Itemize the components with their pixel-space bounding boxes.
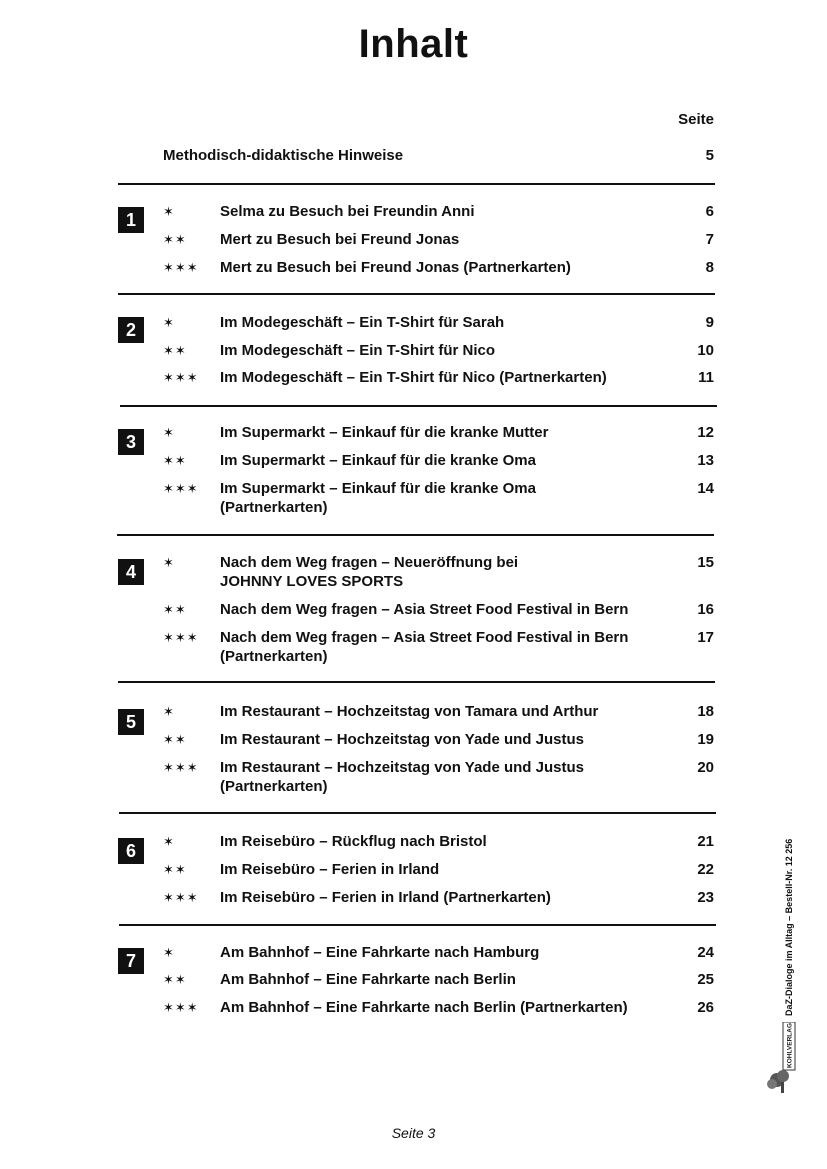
toc-entry-title bbox=[220, 628, 665, 666]
toc-entry-title: Selma zu Besuch bei Freundin Anni bbox=[220, 203, 475, 220]
toc-entry-page: 16 bbox=[697, 601, 714, 618]
toc-entry-title-line: (Partnerkarten) bbox=[220, 778, 328, 795]
section-number-2: 2 bbox=[118, 317, 144, 343]
toc-entry-title: Im Modegeschäft – Ein T-Shirt für Nico (Partnerkarten) bbox=[220, 369, 607, 386]
difficulty-stars: ✶✶✶ bbox=[163, 260, 199, 275]
difficulty-stars: ✶✶ bbox=[163, 343, 187, 358]
section-number-5: 5 bbox=[118, 709, 144, 735]
section-divider bbox=[120, 405, 717, 407]
difficulty-stars: ✶✶✶ bbox=[163, 890, 199, 905]
difficulty-stars: ✶ bbox=[163, 425, 175, 440]
publisher-logo bbox=[767, 1022, 801, 1094]
toc-entry-title-line: Im Restaurant – Hochzeitstag von Yade und Justus bbox=[220, 759, 584, 776]
difficulty-stars: ✶✶ bbox=[163, 453, 187, 468]
section-divider bbox=[118, 183, 715, 185]
toc-entry-title-line: JOHNNY LOVES SPORTS bbox=[220, 573, 404, 590]
toc-entry-title bbox=[220, 553, 665, 591]
toc-entry-page: 7 bbox=[705, 231, 714, 248]
toc-entry-page: 15 bbox=[697, 554, 714, 571]
toc-entry-page: 8 bbox=[705, 259, 714, 276]
difficulty-stars: ✶ bbox=[163, 315, 175, 330]
page-column-heading: Seite bbox=[678, 111, 714, 128]
difficulty-stars: ✶✶ bbox=[163, 232, 187, 247]
difficulty-stars: ✶ bbox=[163, 555, 175, 570]
toc-entry-title: Im Modegeschäft – Ein T-Shirt für Sarah bbox=[220, 314, 505, 331]
toc-entry-title: Im Supermarkt – Einkauf für die kranke Mutter bbox=[220, 424, 549, 441]
difficulty-stars: ✶✶ bbox=[163, 732, 187, 747]
section-number-7: 7 bbox=[118, 948, 144, 974]
page-footer: Seite 3 bbox=[391, 1125, 436, 1141]
toc-entry-page: 25 bbox=[697, 971, 714, 988]
toc-entry-title: Am Bahnhof – Eine Fahrkarte nach Hamburg bbox=[220, 944, 540, 961]
toc-entry-page: 9 bbox=[705, 314, 714, 331]
toc-entry-page: 12 bbox=[697, 424, 714, 441]
difficulty-stars: ✶✶ bbox=[163, 862, 187, 877]
toc-entry-title-line: Nach dem Weg fragen – Neueröffnung bei bbox=[220, 554, 519, 571]
toc-entry-title: Mert zu Besuch bei Freund Jonas (Partnerkarten) bbox=[220, 259, 571, 276]
toc-entry-title: Im Reisebüro – Rückflug nach Bristol bbox=[220, 833, 487, 850]
difficulty-stars: ✶ bbox=[163, 834, 175, 849]
toc-intro-title: Methodisch-didaktische Hinweise bbox=[163, 147, 404, 164]
section-divider bbox=[119, 924, 716, 926]
toc-entry-page: 19 bbox=[697, 731, 714, 748]
section-number-6: 6 bbox=[118, 838, 144, 864]
toc-entry-title-line: (Partnerkarten) bbox=[220, 648, 328, 665]
toc-intro-entry[interactable] bbox=[163, 147, 714, 164]
order-number-sidebar: DaZ-Dialoge im Alltag – Bestell-Nr. 12 256 bbox=[784, 838, 794, 1016]
toc-entry-page: 11 bbox=[698, 369, 714, 386]
toc-entry-title: Am Bahnhof – Eine Fahrkarte nach Berlin bbox=[220, 971, 516, 988]
toc-entry-page: 26 bbox=[697, 999, 714, 1016]
section-number-4: 4 bbox=[118, 559, 144, 585]
toc-entry-title: Mert zu Besuch bei Freund Jonas bbox=[220, 231, 460, 248]
toc-intro-page: 5 bbox=[705, 147, 714, 164]
toc-entry-title: Nach dem Weg fragen – Asia Street Food Festival in Bern bbox=[220, 601, 629, 618]
difficulty-stars: ✶✶ bbox=[163, 602, 187, 617]
toc-entry-title-line: Im Supermarkt – Einkauf für die kranke Oma bbox=[220, 480, 536, 497]
toc-entry-page: 20 bbox=[697, 759, 714, 776]
toc-entry-title: Im Restaurant – Hochzeitstag von Tamara und Arthur bbox=[220, 703, 599, 720]
toc-entry-title: Am Bahnhof – Eine Fahrkarte nach Berlin (Partnerkarten) bbox=[220, 999, 628, 1016]
difficulty-stars: ✶ bbox=[163, 945, 175, 960]
toc-entry-page: 13 bbox=[697, 452, 714, 469]
toc-entry-title: Im Modegeschäft – Ein T-Shirt für Nico bbox=[220, 342, 496, 359]
section-number-3: 3 bbox=[118, 429, 144, 455]
difficulty-stars: ✶✶ bbox=[163, 972, 187, 987]
section-divider bbox=[119, 812, 716, 814]
difficulty-stars: ✶✶✶ bbox=[163, 630, 199, 645]
toc-entry-page: 14 bbox=[697, 480, 714, 497]
toc-entry-page: 6 bbox=[705, 203, 714, 220]
toc-entry-title-line: (Partnerkarten) bbox=[220, 499, 328, 516]
difficulty-stars: ✶✶✶ bbox=[163, 481, 199, 496]
toc-entry-title: Im Reisebüro – Ferien in Irland bbox=[220, 861, 440, 878]
difficulty-stars: ✶ bbox=[163, 704, 175, 719]
section-divider bbox=[118, 681, 715, 683]
toc-entry-page: 23 bbox=[697, 889, 714, 906]
toc-entry-title: Im Supermarkt – Einkauf für die kranke Oma bbox=[220, 452, 536, 469]
section-divider bbox=[118, 293, 715, 295]
toc-entry-title-line: Nach dem Weg fragen – Asia Street Food Festival in Bern bbox=[220, 629, 629, 646]
difficulty-stars: ✶✶✶ bbox=[163, 370, 199, 385]
toc-entry-title: Im Restaurant – Hochzeitstag von Yade und Justus bbox=[220, 731, 584, 748]
toc-entry-title bbox=[220, 479, 665, 517]
difficulty-stars: ✶✶✶ bbox=[163, 760, 199, 775]
logo-text: KOHLVERLAG bbox=[786, 1022, 794, 1068]
toc-entry-page: 22 bbox=[697, 861, 714, 878]
section-divider bbox=[117, 534, 714, 536]
difficulty-stars: ✶ bbox=[163, 204, 175, 219]
toc-entry-page: 24 bbox=[697, 944, 714, 961]
toc-entry-page: 21 bbox=[697, 833, 714, 850]
difficulty-stars: ✶✶✶ bbox=[163, 1000, 199, 1015]
page-title: Inhalt bbox=[358, 22, 469, 66]
toc-entry-page: 18 bbox=[697, 703, 714, 720]
toc-entry-page: 10 bbox=[697, 342, 714, 359]
toc-entry-title: Im Reisebüro – Ferien in Irland (Partnerkarten) bbox=[220, 889, 551, 906]
toc-entry-page: 17 bbox=[697, 629, 714, 646]
toc-entry-title bbox=[220, 758, 665, 796]
section-number-1: 1 bbox=[118, 207, 144, 233]
